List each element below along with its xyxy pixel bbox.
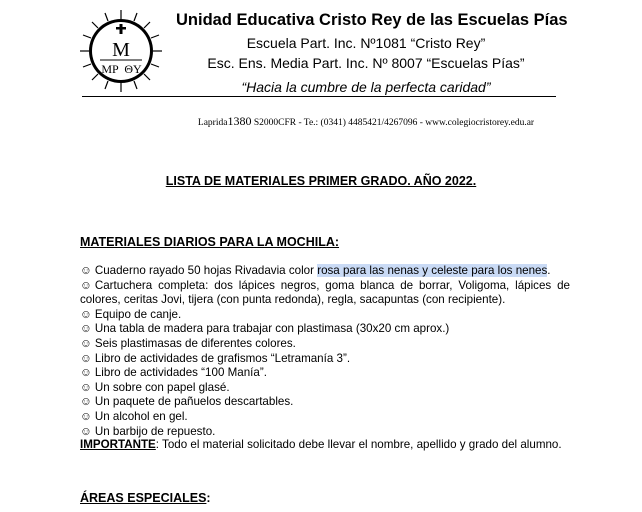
smiley-icon: ☺ [80, 409, 92, 423]
important-note [80, 438, 580, 451]
list-item [80, 381, 570, 396]
document-title: LISTA DE MATERIALES PRIMER GRADO. AÑO 2022. [165, 174, 477, 188]
item-text: Un barbijo de repuesto. [94, 424, 216, 438]
item-text: Cartuchera completa: dos lápices negros, goma blanca de borrar, Voligoma, lápices de colores, ceritas Jovi, tijera (con punta redonda), regla, sacapuntas (con recipiente). [80, 278, 570, 307]
smiley-icon: ☺ [80, 336, 92, 350]
smiley-icon: ☺ [80, 366, 92, 380]
list-item [80, 279, 570, 308]
smiley-icon: ☺ [80, 351, 92, 365]
school-subtitle-2: Esc. Ens. Media Part. Inc. Nº 8007 “Escuelas Pías” [207, 55, 525, 71]
item-text: Una tabla de madera para trabajar con plastimasa (30x20 cm aprox.) [94, 322, 450, 336]
list-item [80, 352, 570, 367]
item-text: Un alcohol en gel. [94, 409, 188, 423]
item-text: Libro de actividades “100 Manía”. [94, 366, 267, 380]
list-item [80, 308, 570, 323]
logo-letters-right: ΘY [124, 62, 142, 76]
smiley-icon: ☺ [80, 380, 92, 394]
section-title-daily: MATERIALES DIARIOS PARA LA MOCHILA: [80, 235, 340, 249]
list-item [80, 264, 570, 279]
school-subtitle-1: Escuela Part. Inc. Nº1081 “Cristo Rey” [246, 35, 486, 51]
smiley-icon: ☺ [80, 424, 92, 438]
item-text: Seis plastimasas de diferentes colores. [94, 336, 296, 350]
important-text: : Todo el material solicitado debe llevar el nombre, apellido y grado del alumno. [155, 438, 562, 451]
item-text: Cuaderno rayado 50 hojas Rivadavia color [94, 264, 318, 277]
contact-details: S2000CFR - Te.: (0341) 4485421/4267096 - www.colegiocristorey.edu.ar [251, 118, 535, 128]
list-item [80, 410, 570, 425]
smiley-icon: ☺ [80, 264, 92, 277]
section-special-colon: : [206, 491, 211, 505]
list-item [80, 366, 570, 381]
school-motto: “Hacia la cumbre de la perfecta caridad” [241, 79, 491, 95]
item-text-end: . [547, 264, 551, 277]
item-text: Libro de actividades de grafismos “Letramanía 3”. [94, 351, 351, 365]
header-divider [82, 96, 556, 97]
item-text: Un paquete de pañuelos descartables. [94, 395, 294, 409]
logo-letter-top: M [112, 39, 130, 61]
smiley-icon: ☺ [80, 395, 92, 409]
item-text: Equipo de canje. [94, 307, 182, 321]
smiley-icon: ☺ [80, 322, 92, 336]
materials-list [80, 264, 570, 439]
contact-number: 1380 [227, 114, 252, 128]
list-item [80, 395, 570, 410]
school-name: Unidad Educativa Cristo Rey de las Escuelas Pías [176, 11, 568, 29]
contact-prefix: Laprida [197, 118, 228, 128]
item-text: Un sobre con papel glasé. [94, 380, 230, 394]
section-title-special [80, 491, 211, 505]
highlighted-text: rosa para las nenas y celeste para los nenes [317, 264, 548, 277]
logo-letters-left: MP [101, 62, 119, 76]
section-special-label: ÁREAS ESPECIALES [80, 491, 207, 505]
smiley-icon: ☺ [80, 307, 92, 321]
contact-line [176, 114, 556, 129]
important-label: IMPORTANTE [80, 438, 156, 451]
smiley-icon: ☺ [80, 278, 92, 292]
list-item [80, 425, 570, 440]
list-item [80, 337, 570, 352]
school-logo [78, 8, 164, 94]
list-item [80, 322, 570, 337]
